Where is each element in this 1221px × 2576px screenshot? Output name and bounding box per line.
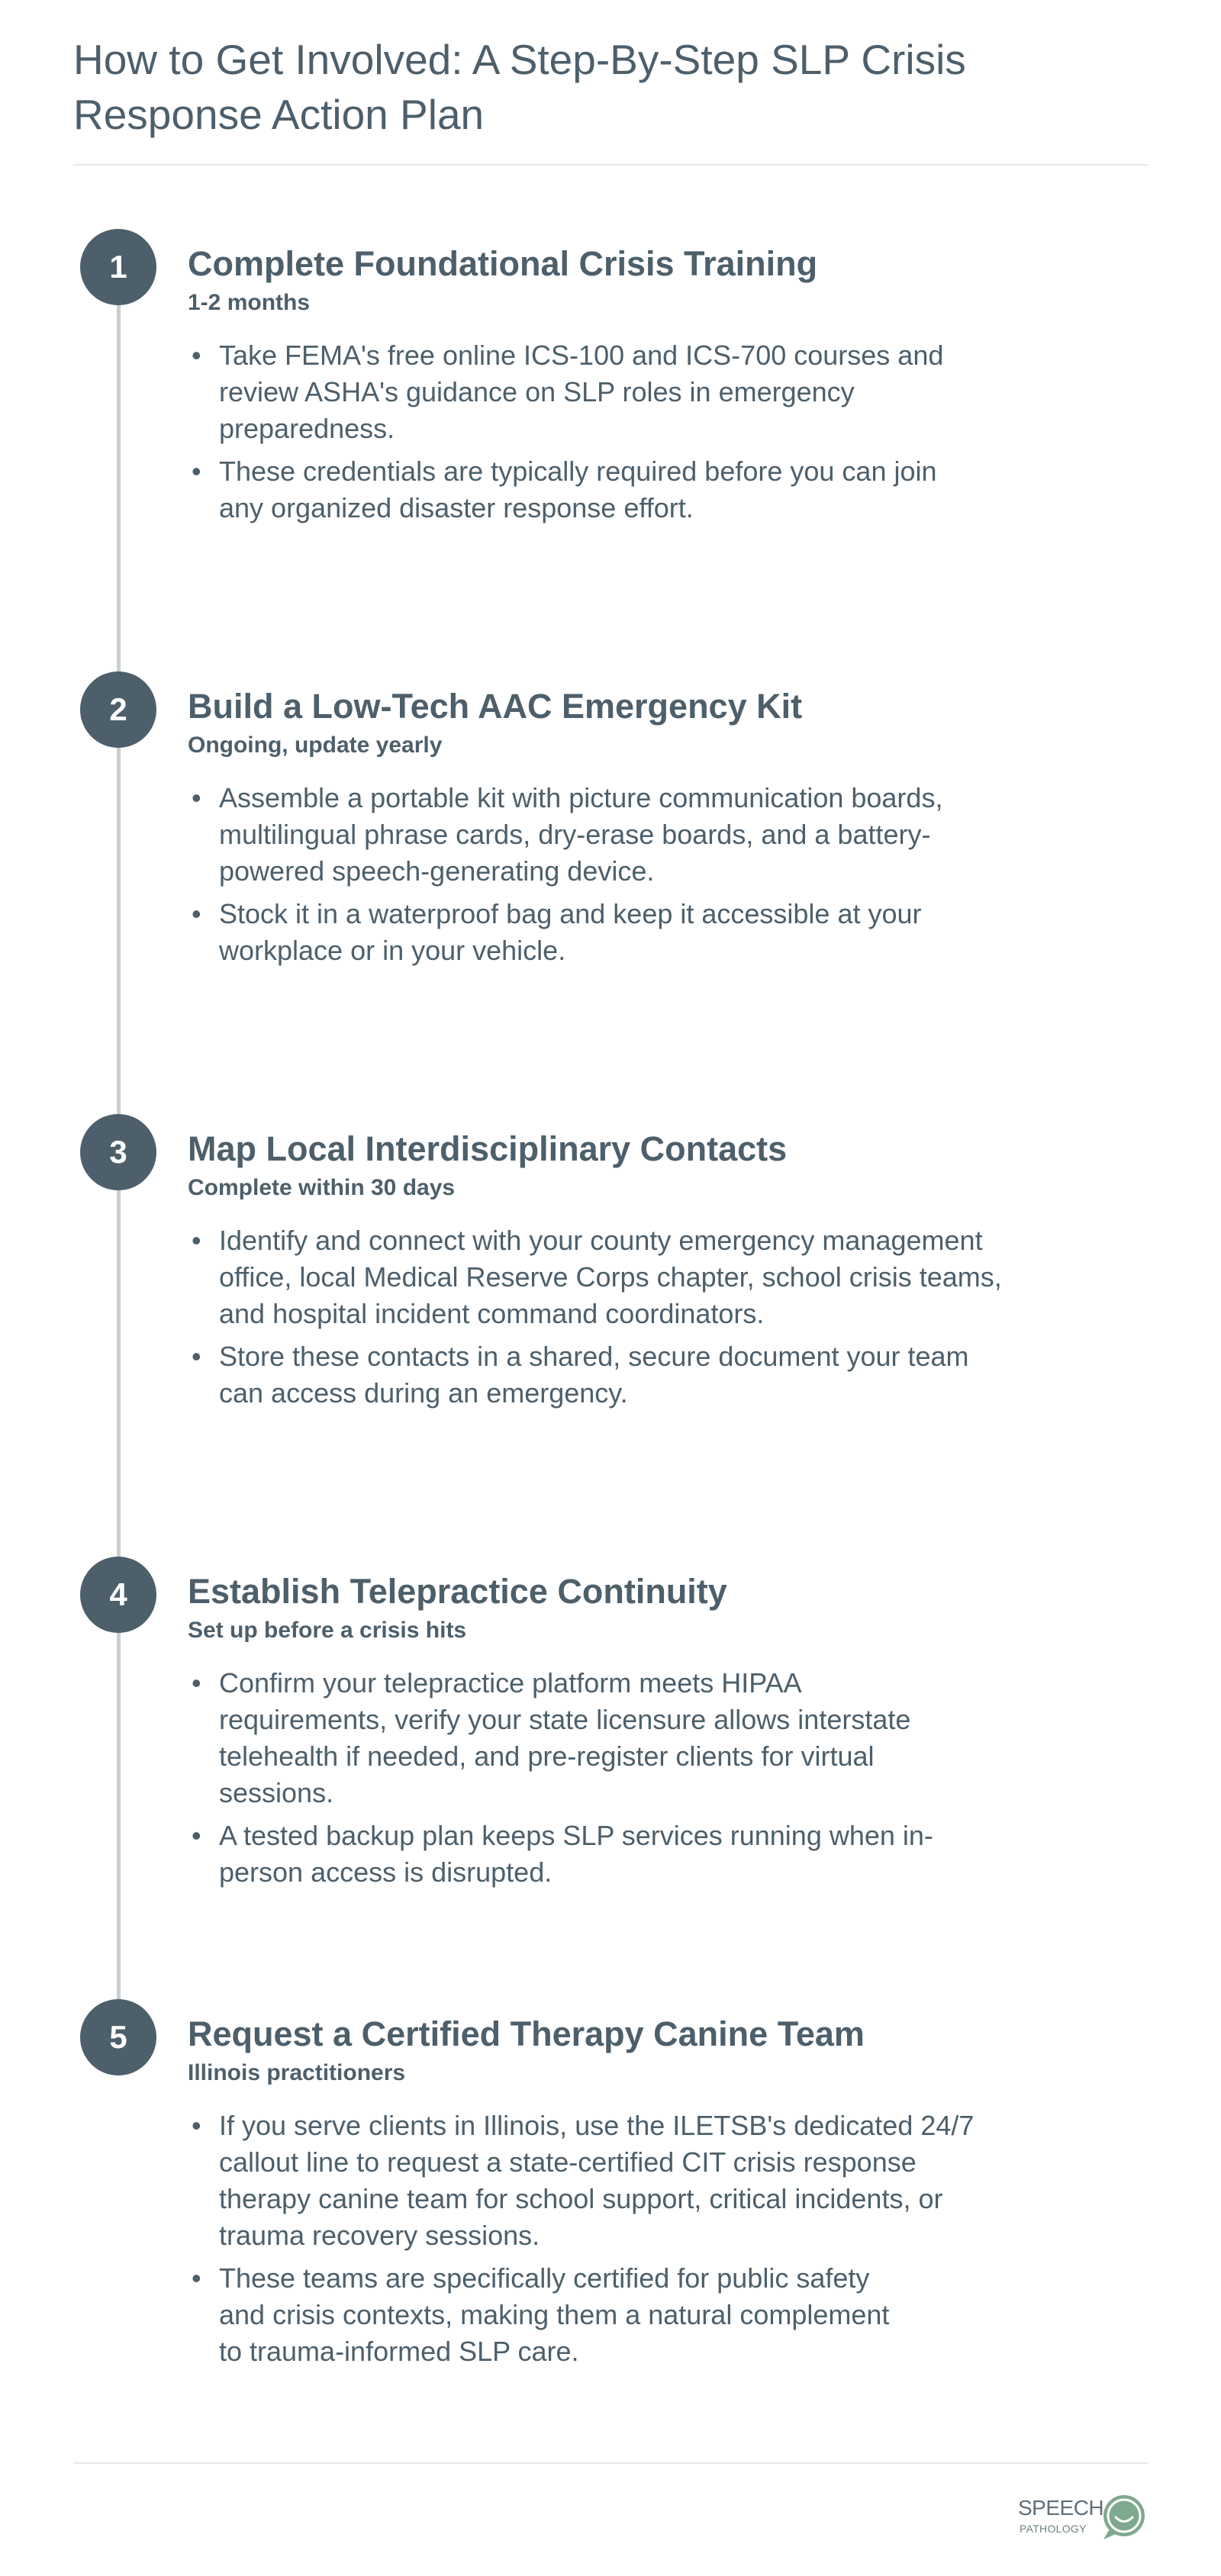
step-bullet-list <box>188 1665 1042 1891</box>
bullet-dot-icon: • <box>192 1667 201 1699</box>
step-bullet-list <box>188 1222 1042 1412</box>
step-number-badge: 3 <box>80 1114 156 1190</box>
logo-word-pathology: PATHOLOGY <box>1020 2523 1087 2535</box>
list-item <box>188 1338 990 1412</box>
bullet-text: Store these contacts in a shared, secure document your team can access during an emergency. <box>219 1341 969 1409</box>
bullet-dot-icon: • <box>192 1820 201 1851</box>
bullet-dot-icon: • <box>192 2110 201 2141</box>
step-number-badge: 4 <box>80 1557 156 1633</box>
speech-bubble-smile-icon <box>1099 2494 1148 2545</box>
step-timeframe: Ongoing, update yearly <box>188 733 443 758</box>
step-timeframe: Set up before a crisis hits <box>188 1618 467 1643</box>
footer-divider <box>73 2462 1148 2464</box>
bullet-dot-icon: • <box>192 456 201 487</box>
list-item <box>188 1222 1028 1332</box>
step-content <box>188 243 1042 533</box>
list-item <box>188 453 952 526</box>
step-timeframe: Complete within 30 days <box>188 1175 456 1200</box>
bullet-dot-icon: • <box>192 2262 201 2294</box>
bullet-dot-icon: • <box>192 340 201 371</box>
step-bullet-list <box>188 2107 1042 2370</box>
step-bullet-list <box>188 337 1042 526</box>
bullet-dot-icon: • <box>192 898 201 929</box>
bullet-text: Stock it in a waterproof bag and keep it accessible at your workplace or in your vehicle. <box>219 898 922 966</box>
list-item <box>188 2107 982 2254</box>
list-item <box>188 1818 990 1891</box>
step-number-badge: 1 <box>80 229 156 305</box>
bullet-text: A tested backup plan keeps SLP services running when in-person access is disrupted. <box>219 1820 933 1888</box>
step-title: Establish Telepractice Continuity <box>188 1572 727 1611</box>
step-content <box>188 2013 1042 2376</box>
step-number-badge: 2 <box>80 671 156 748</box>
bullet-text: Identify and connect with your county emergency management office, local Medical Reserve Corps chapter, school crisis teams, and hospital incident command coordinators. <box>219 1225 1002 1329</box>
step-content <box>188 1128 1042 1418</box>
bullet-text: Take FEMA's free online ICS-100 and ICS-700 courses and review ASHA's guidance on SLP roles in emergency preparedness. <box>219 340 944 444</box>
bullet-text: If you serve clients in Illinois, use the ILETSB's dedicated 24/7 callout line to request a state-certified CIT crisis response therapy canine team for school support, critical incidents, or trauma recovery sessions. <box>219 2110 975 2251</box>
bullet-dot-icon: • <box>192 1225 201 1256</box>
list-item <box>188 2260 906 2370</box>
list-item <box>188 780 952 890</box>
bullet-dot-icon: • <box>192 782 201 813</box>
list-item <box>188 337 1020 447</box>
step-content <box>188 685 1042 975</box>
bullet-text: These credentials are typically required before you can join any organized disaster response effort. <box>219 456 937 523</box>
step-title: Map Local Interdisciplinary Contacts <box>188 1129 788 1168</box>
page-title: How to Get Involved: A Step-By-Step SLP Crisis Response Action Plan <box>73 36 966 138</box>
header-divider <box>73 164 1148 166</box>
step-content <box>188 1570 1042 1897</box>
bullet-text: Assemble a portable kit with picture communication boards, multilingual phrase cards, dry-erase boards, and a battery-powered speech-generating device. <box>219 782 943 887</box>
step-number-badge: 5 <box>80 1999 156 2075</box>
list-item <box>188 896 952 969</box>
list-item <box>188 1665 921 1811</box>
step-title: Complete Foundational Crisis Training <box>188 244 818 283</box>
step-timeframe: 1-2 months <box>188 290 311 315</box>
step-title: Request a Certified Therapy Canine Team <box>188 2014 865 2053</box>
step-timeframe: Illinois practitioners <box>188 2060 406 2085</box>
logo-word-speech: SPEECH <box>1018 2496 1104 2520</box>
speech-pathology-logo <box>1018 2492 1149 2544</box>
bullet-dot-icon: • <box>192 1341 201 1372</box>
step-title: Build a Low-Tech AAC Emergency Kit <box>188 687 803 726</box>
bullet-text: These teams are specifically certified for public safety and crisis contexts, making them a natural complement to trauma-informed SLP care. <box>219 2262 890 2367</box>
step-bullet-list <box>188 780 1042 969</box>
bullet-text: Confirm your telepractice platform meets HIPAA requirements, verify your state licensure allows interstate telehealth if needed, and pre-register clients for virtual sessions. <box>219 1667 911 1808</box>
